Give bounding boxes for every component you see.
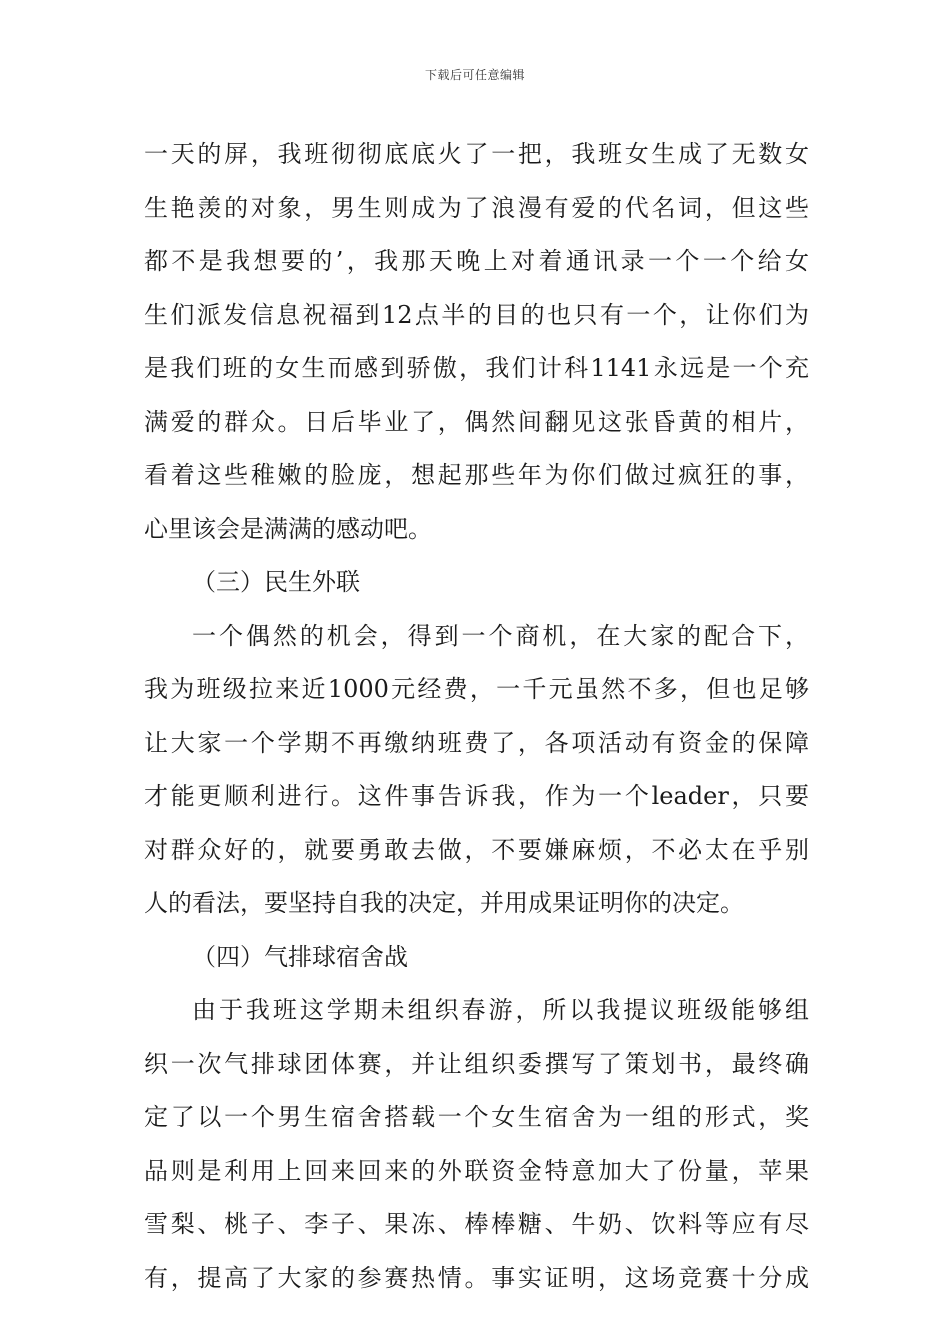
paragraph-line: 有，提高了大家的参赛热情。事实证明，这场竞赛十分成 bbox=[144, 1263, 809, 1292]
paragraph-line: 心里该会是满满的感动吧。 bbox=[144, 514, 432, 543]
paragraph-line: 我为班级拉来近1000元经费，一千元虽然不多，但也足够 bbox=[144, 675, 809, 703]
document-body bbox=[0, 128, 950, 1305]
paragraph-line: 是我们班的女生而感到骄傲，我们计科1141永远是一个充 bbox=[144, 354, 809, 382]
paragraph-line: 定了以一个男生宿舍搭载一个女生宿舍为一组的形式，奖 bbox=[144, 1103, 809, 1131]
paragraph-line: 一天的屏，我班彻彻底底火了一把，我班女生成了无数女 bbox=[144, 140, 809, 168]
section-heading: （四）气排球宿舍战 bbox=[192, 942, 408, 971]
paragraph-line: 才能更顺利进行。这件事告诉我，作为一个leader，只要 bbox=[144, 782, 809, 810]
paragraph-line: 品则是利用上回来回来的外联资金特意加大了份量，苹果 bbox=[144, 1156, 809, 1185]
paragraph-line: 满爱的群众。日后毕业了，偶然间翻见这张昏黄的相片， bbox=[144, 407, 809, 436]
paragraph-line: 一个偶然的机会，得到一个商机，在大家的配合下， bbox=[192, 621, 809, 650]
paragraph-line: 让大家一个学期不再缴纳班费了，各项活动有资金的保障 bbox=[144, 728, 809, 757]
paragraph-line: 看着这些稚嫩的脸庞，想起那些年为你们做过疯狂的事， bbox=[144, 461, 809, 489]
paragraph-line: 织一次气排球团体赛，并让组织委撰写了策划书，最终确 bbox=[144, 1049, 809, 1078]
paragraph-line: 雪梨、桃子、李子、果冻、棒棒糖、牛奶、饮料等应有尽 bbox=[144, 1210, 809, 1238]
paragraph-line: 生艳羡的对象，男生则成为了浪漫有爱的代名词，但这些 bbox=[144, 193, 809, 222]
paragraph-line: 人的看法，要坚持自我的决定，并用成果证明你的决定。 bbox=[144, 889, 744, 917]
paragraph-line: 由于我班这学期未组织春游，所以我提议班级能够组 bbox=[192, 996, 809, 1024]
page-header: 下载后可任意编辑 bbox=[424, 68, 525, 82]
section-heading: （三）民生外联 bbox=[192, 568, 360, 596]
paragraph-line: 生们派发信息祝福到12点半的目的也只有一个，让你们为 bbox=[144, 300, 809, 329]
paragraph-line: 对群众好的，就要勇敢去做，不要嫌麻烦，不必太在乎别 bbox=[144, 835, 809, 864]
paragraph-line: 都不是我想要的’，我那天晚上对着通讯录一个一个给女 bbox=[144, 247, 809, 275]
